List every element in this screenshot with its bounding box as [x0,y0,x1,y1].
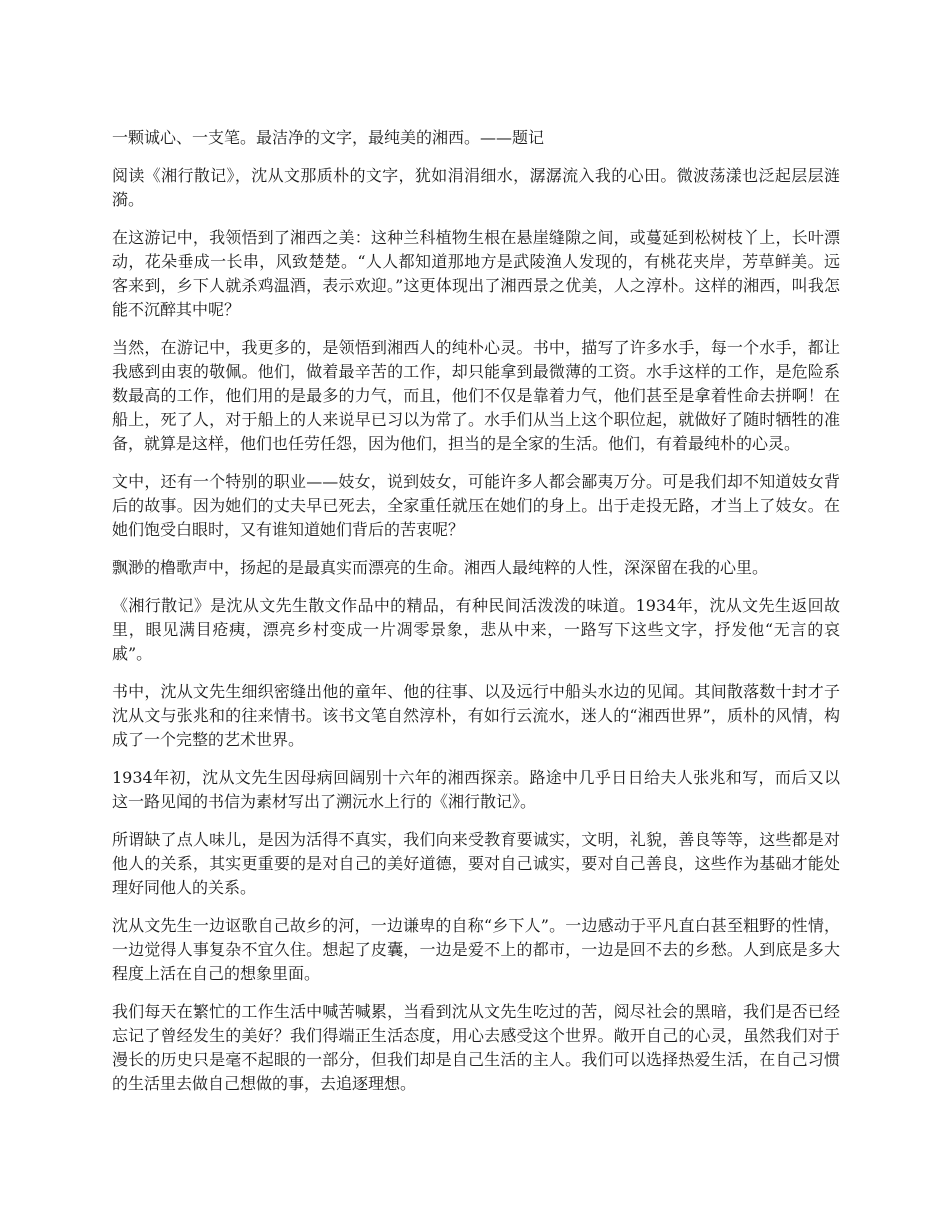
paragraph-homeland: 沈从文先生一边讴歌自己故乡的河，一边谦卑的自称“乡下人”。一边感动于平凡直白甚至粗野的性情，一边觉得人事复杂不宜久住。想起了皮囊，一边是爱不上的都市，一边是回不去的乡愁。人到底是多大程度上活在自己的想象里面。 [112,916,840,983]
paragraph-conclusion: 我们每天在繁忙的工作生活中喊苦喊累，当看到沈从文先生吃过的苦，阅尽社会的黑暗，我们是否已经忘记了曾经发生的美好？我们得端正生活态度，用心去感受这个世界。敞开自己的心灵，虽然我们对于漫长的历史只是毫不起眼的一部分，但我们却是自己生活的主人。我们可以选择热爱生活，在自己习惯的生活里去做自己想做的事，去追逐理想。 [112,1002,840,1093]
paragraph-song: 飘渺的橹歌声中，扬起的是最真实而漂亮的生命。湘西人最纯粹的人性，深深留在我的心里。 [112,558,769,577]
paragraph-women: 文中，还有一个特别的职业——妓女，说到妓女，可能许多人都会鄙夷万分。可是我们却不知道妓女背后的故事。因为她们的丈夫早已死去，全家重任就压在她们的身上。出于走投无路，才当上了妓女。在她们饱受白眼时，又有谁知道她们背后的苦衷呢？ [112,472,840,539]
paragraph-intro: 阅读《湘行散记》，沈从文那质朴的文字，犹如涓涓细水，潺潺流入我的心田。微波荡漾也泛起层层涟漪。 [112,166,840,209]
paragraph-book-content: 书中，沈从文先生细织密缝出他的童年、他的往事、以及远行中船头水边的见闻。其间散落数十封才子沈从文与张兆和的往来情书。该书文笔自然淳朴，有如行云流水，迷人的“湘西世界”，质朴的风情，构成了一个完整的艺术世界。 [112,682,840,749]
paragraph-boatmen: 当然，在游记中，我更多的，是领悟到湘西人的纯朴心灵。书中，描写了许多水手，每一个水手，都让我感到由衷的敬佩。他们，做着最辛苦的工作，却只能拿到最微薄的工资。水手这样的工作，是危险系数最高的工作，他们用的是最多的力气，而且，他们不仅是靠着力气，他们甚至是拿着性命去拼啊！在船上，死了人，对于船上的人来说早已习以为常了。水手们从当上这个职位起，就做好了随时牺牲的准备，就算是这样，他们也任劳任怨，因为他们，担当的是全家的生活。他们，有着最纯朴的心灵。 [112,338,840,453]
document-body [112,126,840,1110]
paragraph-history: 1934年初，沈从文先生因母病回阔别十六年的湘西探亲。路途中几乎日日给夫人张兆和写，而后又以这一路见闻的书信为素材写出了溯沅水上行的《湘行散记》。 [112,768,840,811]
paragraph-scenery: 在这游记中，我领悟到了湘西之美：这种兰科植物生根在悬崖缝隙之间，或蔓延到松树枝丫上，长叶漂动，花朵垂成一长串，风致楚楚。“人人都知道那地方是武陵渔人发现的，有桃花夹岸，芳草鲜美。远客来到，乡下人就杀鸡温酒，表示欢迎。”这更体现出了湘西景之优美，人之淳朴。这样的湘西，叫我怎能不沉醉其中呢？ [112,228,840,319]
paragraph-book-intro: 《湘行散记》是沈从文先生散文作品中的精品，有种民间活泼泼的味道。1934年，沈从文先生返回故里，眼见满目疮痍，漂亮乡村变成一片凋零景象，悲从中来，一路写下这些文字，抒发他“无言的哀戚”。 [112,596,840,663]
epigraph-paragraph: 一颗诚心、一支笔。最洁净的文字，最纯美的湘西。——题记 [112,128,545,147]
paragraph-reflection: 所谓缺了点人味儿，是因为活得不真实，我们向来受教育要诚实，文明，礼貌，善良等等，这些都是对他人的关系，其实更重要的是对自己的美好道德，要对自己诚实，要对自己善良，这些作为基础才能处理好同他人的关系。 [112,830,840,897]
